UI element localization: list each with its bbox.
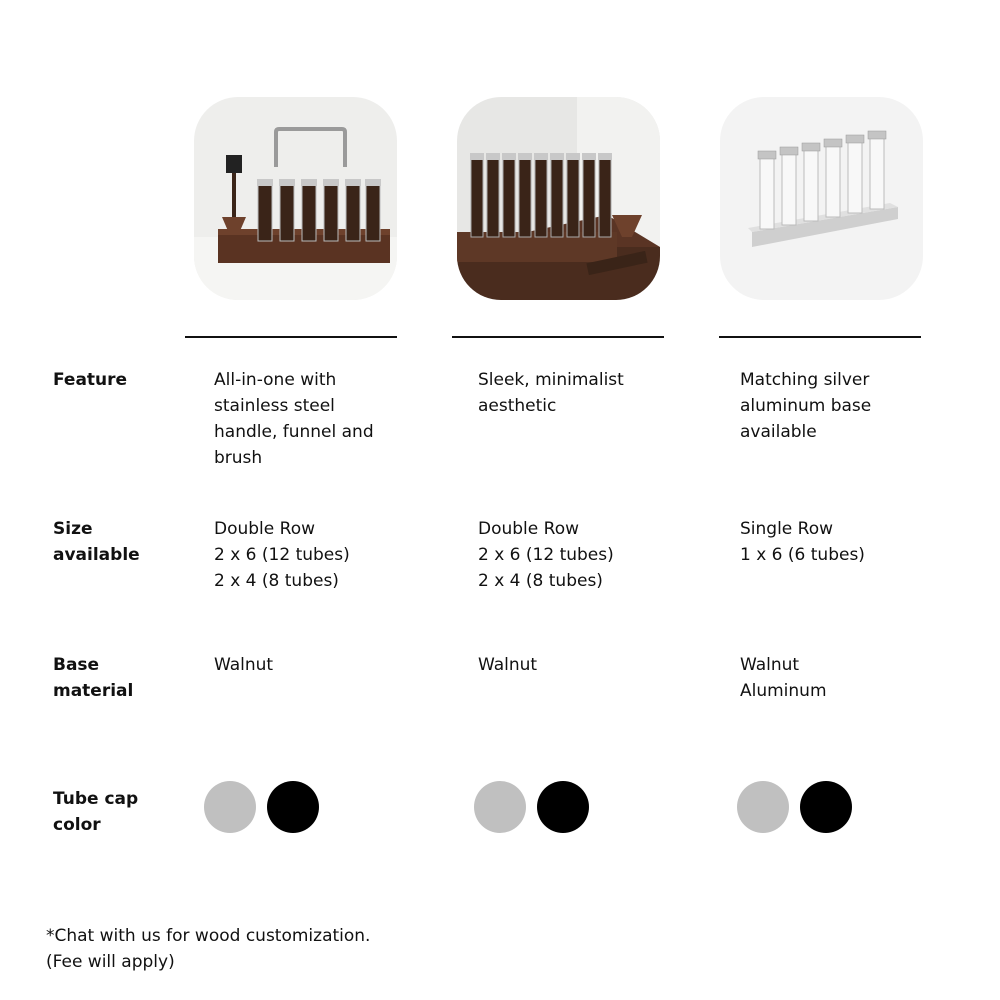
aluminum-rack-photo [720,97,923,300]
size-cell-2: Double Row 2 x 6 (12 tubes) 2 x 4 (8 tubes) [478,519,614,591]
cap-swatch-black [537,781,589,833]
row-label-cap-color: Tube cap color [53,789,139,835]
customization-footnote: *Chat with us for wood customization. (Fee will apply) [46,926,371,972]
row-label-material: Base material [53,655,134,701]
row-label-size: Size available [53,519,140,565]
feature-cell-3: Matching silver aluminum base available [740,370,872,442]
column-divider-3 [719,336,921,338]
cap-swatch-black [800,781,852,833]
material-cell-3: Walnut Aluminum [740,655,827,701]
walnut-rack-handle-photo [194,97,397,300]
product-image-2 [457,97,660,300]
column-divider-1 [185,336,397,338]
material-cell-1: Walnut [214,655,274,675]
column-divider-2 [452,336,664,338]
size-cell-3: Single Row 1 x 6 (6 tubes) [740,519,865,565]
cap-swatch-silver [737,781,789,833]
cap-swatch-silver [204,781,256,833]
product-image-3 [720,97,923,300]
cap-swatch-black [267,781,319,833]
size-cell-1: Double Row 2 x 6 (12 tubes) 2 x 4 (8 tubes) [214,519,350,591]
material-cell-2: Walnut [478,655,538,675]
feature-cell-2: Sleek, minimalist aesthetic [478,370,624,416]
walnut-rack-minimalist-photo [457,97,660,300]
product-image-1 [194,97,397,300]
row-label-feature: Feature [53,370,128,390]
feature-cell-1: All-in-one with stainless steel handle, funnel and brush [214,370,374,468]
cap-swatch-silver [474,781,526,833]
